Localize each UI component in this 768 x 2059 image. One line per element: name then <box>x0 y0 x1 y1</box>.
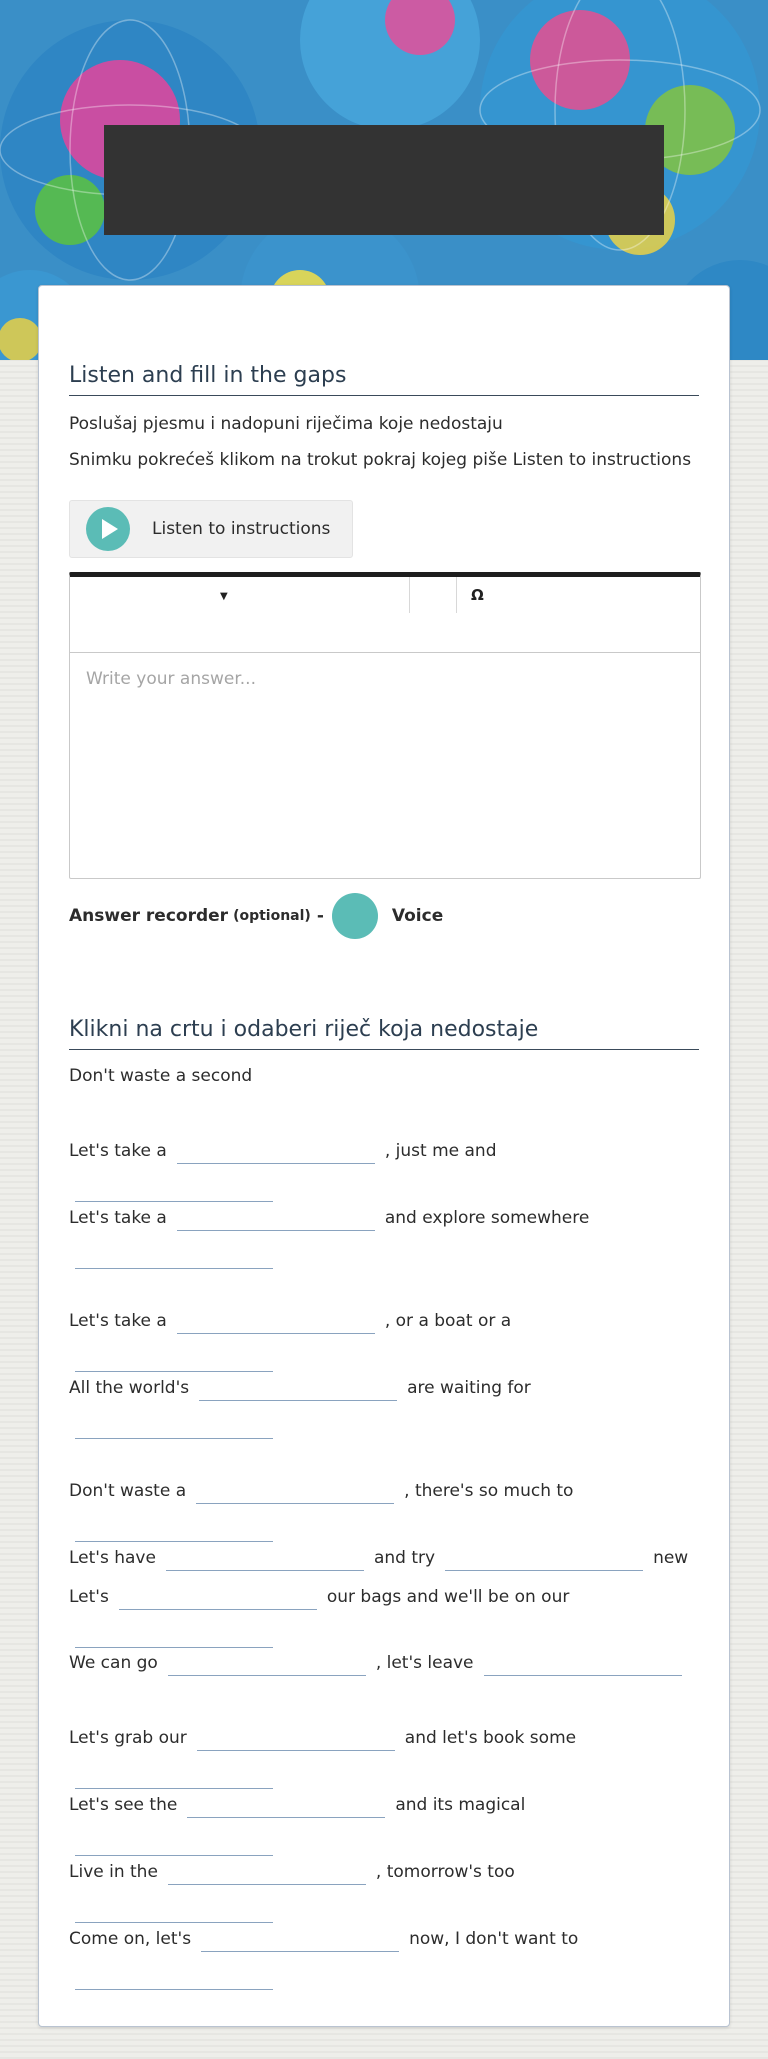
recorder-optional-label: (optional) <box>233 908 311 924</box>
lyric-text: are waiting for <box>407 1378 531 1398</box>
gap-blank[interactable] <box>196 1479 394 1504</box>
gap-blank[interactable] <box>75 1625 273 1648</box>
gap-blank[interactable] <box>187 1793 385 1818</box>
lyric-text: Let's <box>69 1587 109 1607</box>
lyric-text: Don't waste a <box>69 1481 187 1501</box>
lyric-text: new <box>653 1548 689 1568</box>
gap-blank[interactable] <box>75 1967 273 1990</box>
answer-editor <box>69 572 701 879</box>
listen-button-label: Listen to instructions <box>152 519 331 539</box>
lyric-text: All the world's <box>69 1378 190 1398</box>
gap-blank[interactable] <box>75 1519 273 1542</box>
answer-recorder <box>69 892 443 940</box>
lyric-text: and explore somewhere <box>384 1208 590 1228</box>
gap-blank[interactable] <box>484 1651 682 1676</box>
lyric-text: Let's take a <box>69 1141 167 1161</box>
lyric-text: Come on, let's <box>69 1929 192 1949</box>
gap-blank[interactable] <box>75 1416 273 1439</box>
gap-blank[interactable] <box>119 1585 317 1610</box>
lyric-text: and let's book some <box>404 1728 577 1748</box>
toolbar-divider <box>409 577 410 613</box>
lyric-text: Let's grab our <box>69 1728 187 1748</box>
lyric-text: Let's take a <box>69 1311 167 1331</box>
toolbar-divider <box>456 577 457 613</box>
instructions-paragraph-2: Snimku pokrećeš klikom na trokut pokraj kojeg piše Listen to instructions <box>69 450 692 470</box>
lyric-line <box>69 1476 573 1506</box>
gap-blank[interactable] <box>177 1206 375 1231</box>
answer-textarea[interactable] <box>70 653 700 873</box>
recorder-dash: - <box>316 906 324 926</box>
lyric-line <box>69 1648 692 1678</box>
gap-blank[interactable] <box>75 1833 273 1856</box>
lyric-text: , or a boat or a <box>384 1311 512 1331</box>
lyric-text: Let's have <box>69 1548 156 1568</box>
gap-blank[interactable] <box>166 1546 364 1571</box>
listen-to-instructions-button[interactable] <box>69 500 353 558</box>
worksheet-card <box>38 285 730 2027</box>
section-title-listen: Listen and fill in the gaps <box>69 363 699 396</box>
gap-blank[interactable] <box>199 1376 397 1401</box>
lyric-line <box>69 1136 496 1166</box>
song-subtitle: Don't waste a second <box>69 1066 253 1086</box>
lyric-line <box>69 1203 589 1233</box>
gap-blank[interactable] <box>197 1726 395 1751</box>
lyric-line <box>69 1582 569 1612</box>
lyric-text: and its magical <box>395 1795 526 1815</box>
lyric-text: Let's see the <box>69 1795 178 1815</box>
record-icon[interactable] <box>332 893 378 939</box>
lyric-line <box>69 1306 511 1336</box>
editor-toolbar <box>70 577 700 653</box>
gap-blank[interactable] <box>168 1860 366 1885</box>
play-icon[interactable] <box>86 507 130 551</box>
lyric-text: and try <box>373 1548 436 1568</box>
lyric-line <box>69 1373 531 1403</box>
caret-down-icon[interactable]: ▼ <box>220 591 228 602</box>
title-banner <box>104 125 664 235</box>
lyric-text: now, I don't want to <box>409 1929 579 1949</box>
lyric-text: We can go <box>69 1653 158 1673</box>
gap-blank[interactable] <box>177 1139 375 1164</box>
gap-blank[interactable] <box>75 1179 273 1202</box>
recorder-label: Answer recorder <box>69 906 229 926</box>
gap-blank[interactable] <box>201 1927 399 1952</box>
lyric-line <box>69 1723 576 1753</box>
lyric-text: , just me and <box>384 1141 497 1161</box>
special-character-button[interactable]: Ω <box>471 586 484 604</box>
gap-blank[interactable] <box>75 1900 273 1923</box>
lyric-text: Let's take a <box>69 1208 167 1228</box>
voice-label: Voice <box>391 906 444 926</box>
gap-blank[interactable] <box>177 1309 375 1334</box>
lyric-line <box>69 1790 525 1820</box>
lyric-text: , tomorrow's too <box>375 1862 515 1882</box>
lyric-line <box>69 1543 688 1573</box>
instructions-paragraph-1: Poslušaj pjesmu i nadopuni riječima koje nedostaju <box>69 414 503 434</box>
gap-blank[interactable] <box>168 1651 366 1676</box>
gap-blank[interactable] <box>75 1349 273 1372</box>
lyric-text: , there's so much to <box>404 1481 574 1501</box>
lyric-text: our bags and we'll be on our <box>326 1587 570 1607</box>
gap-blank[interactable] <box>75 1246 273 1269</box>
gap-blank[interactable] <box>75 1766 273 1789</box>
section-title-gaps: Klikni na crtu i odaberi riječ koja nedostaje <box>69 1017 699 1050</box>
lyric-text: Live in the <box>69 1862 158 1882</box>
lyric-line <box>69 1924 578 1954</box>
lyric-line <box>69 1857 515 1887</box>
gap-blank[interactable] <box>445 1546 643 1571</box>
lyric-text: , let's leave <box>375 1653 474 1673</box>
